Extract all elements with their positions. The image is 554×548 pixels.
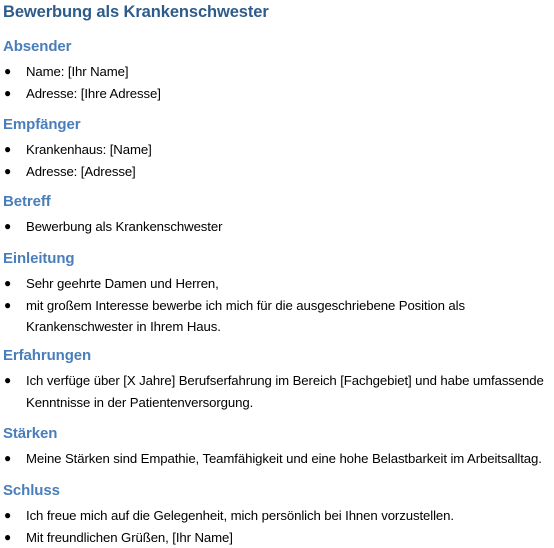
list-item-text: Sehr geehrte Damen und Herren, [26, 276, 219, 291]
bullet-icon: ● [4, 370, 11, 392]
list-item [3, 273, 554, 295]
list-item-text: Name: [Ihr Name] [26, 64, 128, 79]
list-item [3, 505, 554, 527]
section-heading: Einleitung [3, 250, 554, 268]
bullet-list [3, 61, 554, 104]
document-title: Bewerbung als Krankenschwester [3, 0, 554, 26]
list-item [3, 83, 554, 105]
document [3, 0, 554, 26]
section-heading: Absender [3, 38, 554, 56]
section-heading: Schluss [3, 482, 554, 500]
list-item [3, 295, 554, 338]
list-item-text: Ich freue mich auf die Gelegenheit, mich persönlich bei Ihnen vorzustellen. [26, 508, 454, 523]
bullet-icon: ● [4, 216, 11, 238]
section-heading: Erfahrungen [3, 347, 554, 365]
bullet-icon: ● [4, 527, 11, 548]
list-item [3, 61, 554, 83]
section-erfahrungen [3, 347, 554, 413]
list-item [3, 370, 554, 413]
list-item [3, 139, 554, 161]
list-item-text: Adresse: [Ihre Adresse] [26, 86, 161, 101]
section-heading: Stärken [3, 425, 554, 443]
list-item [3, 216, 554, 238]
bullet-icon: ● [4, 139, 11, 161]
section-absender [3, 38, 554, 104]
section-heading: Empfänger [3, 116, 554, 134]
bullet-icon: ● [4, 505, 11, 527]
bullet-list [3, 448, 554, 470]
section-schluss [3, 482, 554, 548]
section-staerken [3, 425, 554, 470]
list-item-text: Krankenhaus: [Name] [26, 142, 152, 157]
list-item-text: Ich verfüge über [X Jahre] Berufserfahrung im Bereich [Fachgebiet] und habe umfassende Kenntnisse in der Patientenversorgung. [26, 373, 544, 410]
list-item-text: mit großem Interesse bewerbe ich mich für die ausgeschriebene Position als Krankenschwester in Ihrem Haus. [26, 298, 465, 335]
section-empfaenger [3, 116, 554, 182]
list-item-text: Mit freundlichen Grüßen, [Ihr Name] [26, 530, 233, 545]
bullet-list [3, 216, 554, 238]
bullet-icon: ● [4, 61, 11, 83]
bullet-icon: ● [4, 273, 11, 295]
bullet-icon: ● [4, 295, 11, 317]
bullet-icon: ● [4, 448, 11, 470]
list-item [3, 527, 554, 548]
bullet-list [3, 273, 554, 338]
list-item-text: Bewerbung als Krankenschwester [26, 219, 222, 234]
list-item [3, 161, 554, 183]
bullet-icon: ● [4, 83, 11, 105]
list-item-text: Meine Stärken sind Empathie, Teamfähigkeit und eine hohe Belastbarkeit im Arbeitsalltag. [26, 451, 542, 466]
section-heading: Betreff [3, 193, 554, 211]
section-einleitung [3, 250, 554, 338]
list-item [3, 448, 554, 470]
section-betreff [3, 193, 554, 238]
list-item-text: Adresse: [Adresse] [26, 164, 136, 179]
bullet-icon: ● [4, 161, 11, 183]
bullet-list [3, 370, 554, 413]
bullet-list [3, 139, 554, 182]
